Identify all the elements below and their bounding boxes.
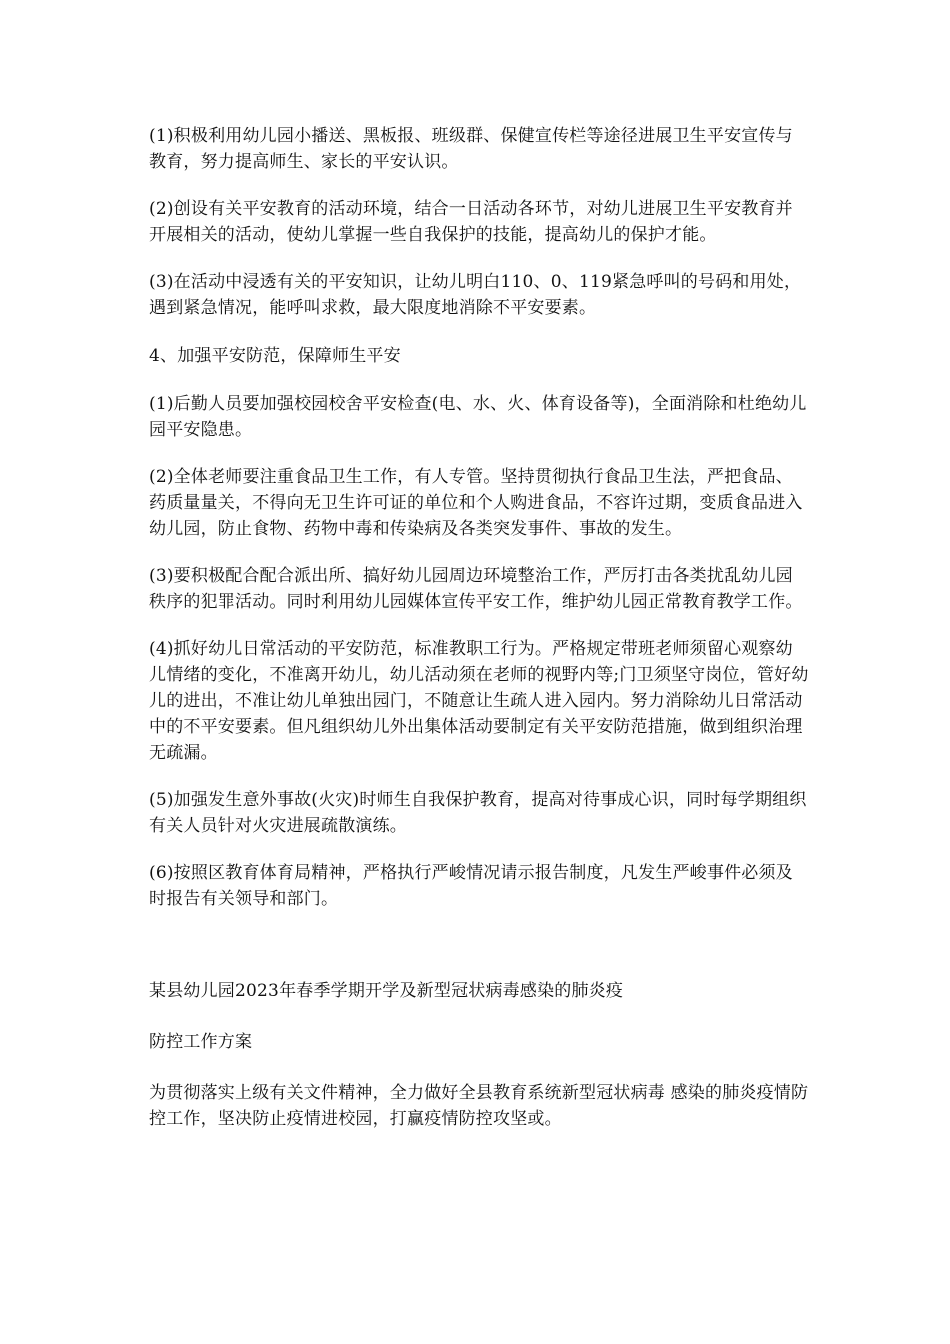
paragraph-b3: (3)要积极配合配合派出所、搞好幼儿园周边环境整治工作，严厉打击各类扰乱幼儿园秩序的犯罪活动。同时利用幼儿园媒体宣传平安工作，维护幼儿园正常教育教学工作。	[149, 566, 803, 612]
paragraph-b2: (2)全体老师要注重食品卫生工作，有人专管。坚持贯彻执行食品卫生法，严把食品、药质量量关，不得向无卫生许可证的单位和个人购进食品，不容许过期，变质食品进入幼儿园，防止食物、药物中毒和传染病及各类突发事件、事故的发生。	[149, 467, 803, 539]
document-page	[149, 123, 809, 1132]
plan-title-line2: 防控工作方案	[149, 1032, 253, 1052]
plan-intro-paragraph: 为贯彻落实上级有关文件精神，全力做好全县教育系统新型冠状病毒 感染的肺炎疫情防控工作，坚决防止疫情进校园，打赢疫情防控攻坚或。	[149, 1083, 809, 1129]
paragraph-b6: (6)按照区教育体育局精神，严格执行严峻情况请示报告制度，凡发生严峻事件必须及时报告有关领导和部门。	[149, 863, 793, 909]
paragraph-a3: (3)在活动中浸透有关的平安知识，让幼儿明白110、0、119紧急呼叫的号码和用处，遇到紧急情况，能呼叫求救，最大限度地消除不平安要素。	[149, 272, 802, 318]
paragraph-a1: (1)积极利用幼儿园小播送、黑板报、班级群、保健宣传栏等途径进展卫生平安宣传与教育，努力提高师生、家长的平安认识。	[149, 126, 793, 172]
paragraph-b4: (4)抓好幼儿日常活动的平安防范，标准教职工行为。严格规定带班老师须留心观察幼儿情绪的变化，不准离开幼儿，幼儿活动须在老师的视野内等;门卫须坚守岗位，管好幼儿的进出，不准让幼儿单独出园门，不随意让生疏人进入园内。努力消除幼儿日常活动中的不平安要素。但凡组织幼儿外出集体活动要制定有关平安防范措施，做到组织治理无疏漏。	[149, 639, 809, 763]
paragraph-b1: (1)后勤人员要加强校园校舍平安检查(电、水、火、体育设备等)，全面消除和杜绝幼儿园平安隐患。	[149, 394, 807, 440]
paragraph-b5: (5)加强发生意外事故(火灾)时师生自我保护教育，提高对待事成心识，同时每学期组织有关人员针对火灾进展疏散演练。	[149, 790, 807, 836]
plan-title-line1: 某县幼儿园2023年春季学期开学及新型冠状病毒感染的肺炎疫	[149, 981, 624, 1001]
paragraph-a2: (2)创设有关平安教育的活动环境，结合一日活动各环节，对幼儿进展卫生平安教育并开展相关的活动，使幼儿掌握一些自我保护的技能，提高幼儿的保护才能。	[149, 199, 793, 245]
section-heading-4: 4、加强平安防范，保障师生平安	[149, 346, 401, 366]
